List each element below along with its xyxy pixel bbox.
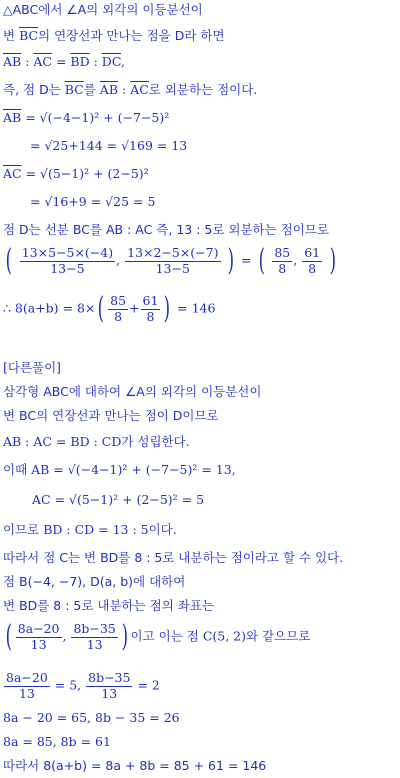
- line-13: 삼각형 ABC에 대하여 ∠A의 외각의 이등분선이: [3, 384, 262, 399]
- fraction: [4, 672, 50, 700]
- line-20: 점 B(−4, −7), D(a, b)에 대하여: [3, 574, 186, 589]
- segment-bd: $\overline{BD}$: [70, 54, 90, 69]
- segment-ac: $\overline{AC}$: [33, 54, 52, 69]
- paren-open: (: [98, 291, 105, 326]
- segment-bc: $\overline{BC}$: [19, 28, 39, 43]
- line-15: AB : AC = BD : CD가 성립한다.: [3, 434, 190, 449]
- paren-open: (: [5, 243, 13, 278]
- line-5: [3, 112, 169, 125]
- line-3: [3, 56, 125, 69]
- denominator: 8: [114, 308, 123, 324]
- paren-close: ): [121, 619, 128, 654]
- section-heading-alt-solution: [다른풀이]: [3, 360, 62, 375]
- line-23: $\frac{8a-20}{13}$ = 5, $\frac{8b-35}{13}$ = 2: [6, 670, 160, 701]
- segment-ab: $\overline{AB}$: [3, 110, 22, 125]
- text: 즉, 점 D는: [3, 82, 65, 97]
- text: 의 연장선과 만나는 점을 D라 하면: [38, 28, 225, 43]
- paren-close: ): [329, 243, 337, 278]
- line-14: 변 BC의 연장선과 만나는 점이 D이므로: [3, 408, 219, 423]
- numerator: 61: [304, 245, 321, 260]
- line-11: ∴ 8(a+b) = 8×( $\frac{85}{8}$ + $\frac{61}{8}$ ) = 146: [3, 291, 216, 326]
- text: 를: [83, 82, 100, 97]
- numerator: 13×5−5×(−4): [21, 245, 114, 260]
- denominator: 8: [308, 260, 317, 276]
- expr: = √(−4−1)² + (−7−5)²: [21, 110, 170, 125]
- paren-close: ): [164, 291, 171, 326]
- denominator: 13: [30, 636, 47, 652]
- segment-ab: $\overline{AB}$: [3, 54, 22, 69]
- line-25: 8a = 85, 8b = 61: [3, 734, 111, 749]
- segment-ab: $\overline{AB}$: [99, 82, 119, 97]
- colon: :: [118, 82, 131, 97]
- segment-ac: $\overline{AC}$: [130, 82, 149, 97]
- paren-open: (: [5, 619, 13, 654]
- line-4: [3, 84, 257, 97]
- line-1: △ABC에서 ∠A의 외각의 이등분선이: [3, 2, 203, 17]
- line-9: 점 D는 선분 BC를 AB : AC 즉, 13 : 5로 외분하는 점이므로: [3, 222, 329, 237]
- denominator: 13: [18, 685, 35, 701]
- numerator: 8a−20: [17, 621, 60, 636]
- text: 로 외분하는 점이다.: [148, 82, 258, 97]
- comma: ,: [120, 54, 125, 69]
- text: 변: [3, 28, 20, 43]
- fraction: [16, 623, 62, 651]
- denominator: 8: [146, 308, 155, 324]
- line-2: [3, 30, 225, 43]
- line-21: 변 BD를 8 : 5로 내분하는 점의 좌표는: [3, 598, 215, 613]
- numerator: 85: [274, 245, 291, 260]
- numerator: 13×2−5×(−7): [127, 245, 219, 260]
- segment-ac: $\overline{AC}$: [3, 166, 22, 181]
- paren-close: ): [228, 243, 235, 278]
- denominator: 8: [278, 260, 287, 276]
- fraction: [125, 247, 220, 275]
- numerator: 8b−35: [73, 621, 116, 636]
- segment-bc: $\overline{BC}$: [64, 82, 84, 97]
- fraction: [141, 295, 161, 323]
- line-16: 이때 AB = √(−4−1)² + (−7−5)² = 13,: [3, 462, 236, 477]
- fraction: [71, 623, 117, 651]
- segment-dc: $\overline{DC}$: [101, 54, 121, 69]
- line-26: 따라서 8(a+b) = 8a + 8b = 85 + 61 = 146: [3, 758, 267, 773]
- denominator: 13−5: [155, 260, 190, 276]
- line-22: ( $\frac{8a-20}{13}$ , $\frac{8b-35}{13}$ ) 이고 이는 점 C(5, 2)와 같으므로: [5, 619, 311, 654]
- equals: =: [51, 54, 71, 69]
- fraction: [20, 247, 115, 275]
- fraction: [302, 247, 322, 275]
- numerator: 8a−20: [6, 670, 48, 685]
- line-7: [3, 168, 149, 181]
- line-18: 이므로 BD : CD = 13 : 5이다.: [3, 522, 177, 537]
- fraction: [272, 247, 292, 275]
- numerator: 85: [110, 293, 127, 308]
- paren-open: (: [258, 243, 265, 278]
- expr: = √(5−1)² + (2−5)²: [21, 166, 149, 181]
- fraction: [86, 672, 132, 700]
- line-19: 따라서 점 C는 변 BD를 8 : 5로 내분하는 점이라고 할 수 있다.: [3, 550, 344, 565]
- colon: :: [21, 54, 34, 69]
- numerator: 61: [142, 293, 159, 308]
- denominator: 13−5: [50, 260, 85, 276]
- denominator: 13: [86, 636, 103, 652]
- line-8: = √16+9 = √25 = 5: [30, 194, 156, 209]
- fraction: [108, 295, 128, 323]
- denominator: 13: [101, 685, 118, 701]
- line-17: AC = √(5−1)² + (2−5)² = 5: [32, 492, 205, 507]
- line-24: 8a − 20 = 65, 8b − 35 = 26: [3, 710, 180, 725]
- line-6: = √25+144 = √169 = 13: [30, 138, 188, 153]
- line-10: ( $\frac{13\times 5-5\times(-4)}{13-5}$ , $\frac{13\times 2-5\times(-7)}{13-5}$ ) = ( $\frac{85}{8}$ , $\frac{61}{8}$ ): [5, 243, 337, 278]
- colon: :: [89, 54, 102, 69]
- numerator: 8b−35: [88, 670, 131, 685]
